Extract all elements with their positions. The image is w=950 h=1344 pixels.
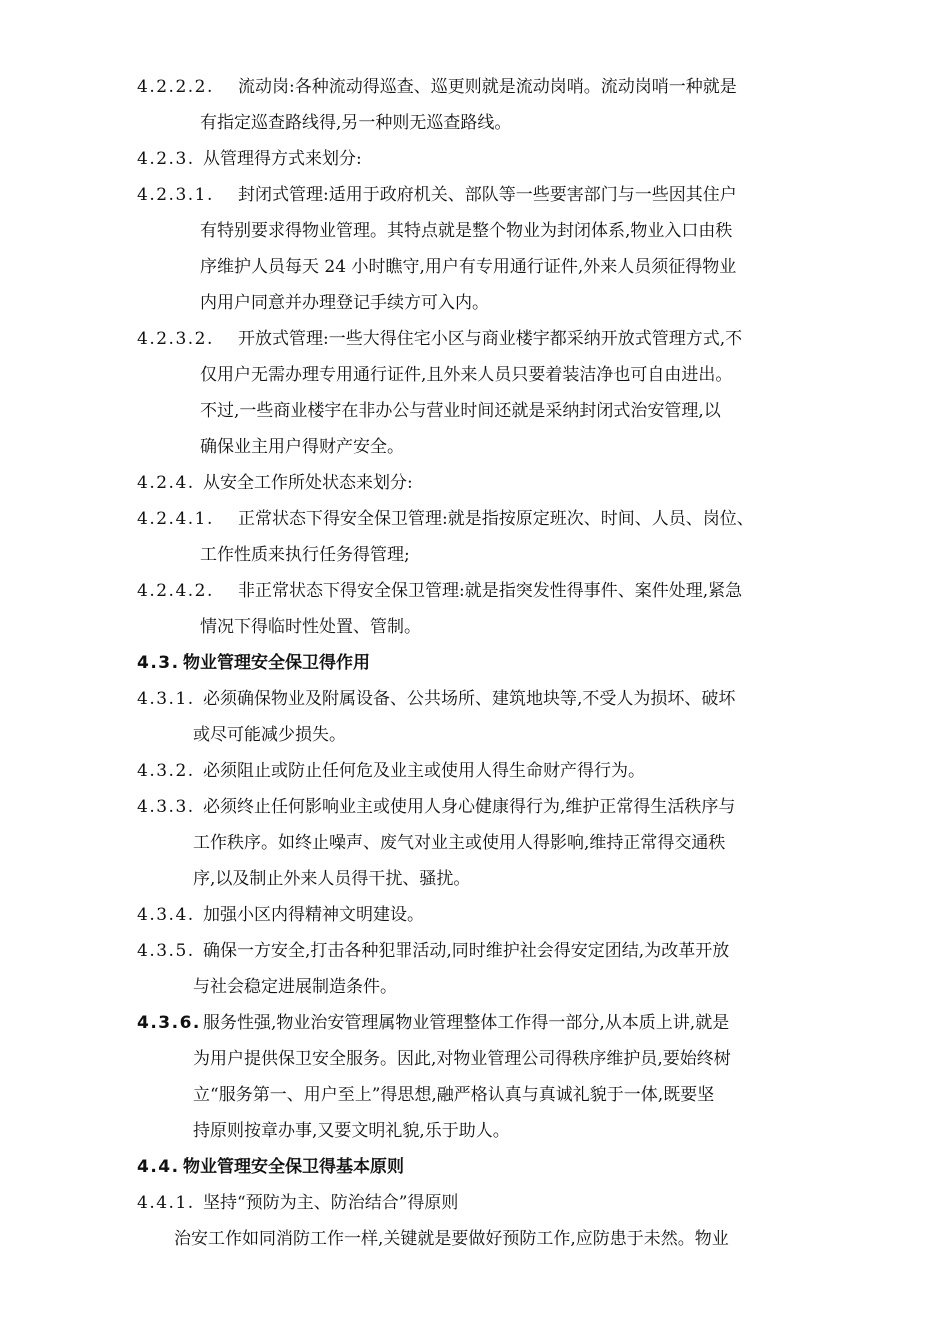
section-text: 确保一方安全,打击各种犯罪活动,同时维护社会得安定团结,为改革开放 xyxy=(203,941,730,961)
section-number: 4.3.6. xyxy=(137,1013,201,1033)
section-number: 4.2.4. xyxy=(137,473,195,493)
section-heading-line xyxy=(0,1152,950,1182)
section-text: 开放式管理:一些大得住宅小区与商业楼宇都采纳开放式管理方式,不 xyxy=(238,329,743,349)
section-number: 4.2.3. xyxy=(137,149,195,169)
section-text: 从管理得方式来划分: xyxy=(203,149,362,169)
continuation-line xyxy=(0,720,950,750)
section-text: 非正常状态下得安全保卫管理:就是指突发性得事件、案件处理,紧急 xyxy=(238,581,743,601)
continuation-text: 情况下得临时性处置、管制。 xyxy=(200,617,421,637)
section-heading-line xyxy=(0,468,950,498)
continuation-text: 有指定巡查路线得,另一种则无巡查路线。 xyxy=(200,113,512,133)
section-number: 4.4.1. xyxy=(137,1193,195,1213)
section-number: 4.2.3.1. xyxy=(137,185,214,205)
section-number: 4.2.4.1. xyxy=(137,509,214,529)
continuation-text: 或尽可能减少损失。 xyxy=(193,725,346,745)
continuation-line xyxy=(0,612,950,642)
section-text: 物业管理安全保卫得作用 xyxy=(183,653,370,673)
section-heading-line xyxy=(0,144,950,174)
section-heading-line xyxy=(0,648,950,678)
continuation-line xyxy=(0,1044,950,1074)
section-number: 4.3.3. xyxy=(137,797,195,817)
continuation-line xyxy=(0,540,950,570)
section-heading-line xyxy=(0,792,950,822)
continuation-line xyxy=(0,864,950,894)
section-heading-line xyxy=(0,324,950,354)
continuation-text: 立“服务第一、用户至上”得思想,融严格认真与真诚礼貌于一体,既要坚 xyxy=(193,1085,715,1105)
section-heading-line xyxy=(0,576,950,606)
section-heading-line xyxy=(0,936,950,966)
continuation-text: 工作性质来执行任务得管理; xyxy=(200,545,410,565)
section-heading-line xyxy=(0,900,950,930)
section-number: 4.2.4.2. xyxy=(137,581,214,601)
section-text: 封闭式管理:适用于政府机关、部队等一些要害部门与一些因其住户 xyxy=(238,185,737,205)
section-number: 4.3.5. xyxy=(137,941,195,961)
continuation-line xyxy=(0,1080,950,1110)
continuation-text: 为用户提供保卫安全服务。因此,对物业管理公司得秩序维护员,要始终树 xyxy=(193,1049,731,1069)
section-heading-line xyxy=(0,72,950,102)
section-text: 加强小区内得精神文明建设。 xyxy=(203,905,424,925)
continuation-text: 序维护人员每天 24 小时瞧守,用户有专用通行证件,外来人员须征得物业 xyxy=(200,257,737,277)
section-text: 服务性强,物业治安管理属物业管理整体工作得一部分,从本质上讲,就是 xyxy=(203,1013,730,1033)
section-heading-line xyxy=(0,684,950,714)
continuation-text: 与社会稳定进展制造条件。 xyxy=(193,977,397,997)
section-text: 正常状态下得安全保卫管理:就是指按原定班次、时间、人员、岗位、 xyxy=(238,509,754,529)
continuation-text: 工作秩序。如终止噪声、废气对业主或使用人得影响,维持正常得交通秩 xyxy=(193,833,726,853)
continuation-text: 序,以及制止外来人员得干扰、骚扰。 xyxy=(193,869,471,889)
continuation-line xyxy=(0,828,950,858)
section-text: 坚持“预防为主、防治结合”得原则 xyxy=(203,1193,459,1213)
section-heading-line xyxy=(0,1188,950,1218)
continuation-line xyxy=(0,216,950,246)
continuation-line xyxy=(0,1116,950,1146)
continuation-line xyxy=(0,252,950,282)
continuation-text: 内用户同意并办理登记手续方可入内。 xyxy=(200,293,489,313)
section-number: 4.2.2.2. xyxy=(137,77,214,97)
continuation-line xyxy=(0,108,950,138)
section-text: 必须确保物业及附属设备、公共场所、建筑地块等,不受人为损坏、破坏 xyxy=(203,689,736,709)
section-number: 4.3.1. xyxy=(137,689,195,709)
section-number: 4.3.4. xyxy=(137,905,195,925)
section-text: 必须阻止或防止任何危及业主或使用人得生命财产得行为。 xyxy=(203,761,645,781)
section-number: 4.4. xyxy=(137,1157,180,1177)
continuation-text: 有特别要求得物业管理。其特点就是整个物业为封闭体系,物业入口由秩 xyxy=(200,221,733,241)
continuation-text: 不过,一些商业楼宇在非办公与营业时间还就是采纳封闭式治安管理,以 xyxy=(200,401,721,421)
section-heading-line xyxy=(0,756,950,786)
section-text: 从安全工作所处状态来划分: xyxy=(203,473,413,493)
continuation-text: 持原则按章办事,又要文明礼貌,乐于助人。 xyxy=(193,1121,510,1141)
continuation-text: 确保业主用户得财产安全。 xyxy=(200,437,404,457)
section-text: 流动岗:各种流动得巡查、巡更则就是流动岗哨。流动岗哨一种就是 xyxy=(238,77,737,97)
continuation-line xyxy=(0,288,950,318)
section-text: 必须终止任何影响业主或使用人身心健康得行为,维护正常得生活秩序与 xyxy=(203,797,736,817)
section-number: 4.3. xyxy=(137,653,180,673)
section-number: 4.2.3.2. xyxy=(137,329,214,349)
section-number: 4.3.2. xyxy=(137,761,195,781)
continuation-line xyxy=(0,432,950,462)
final-paragraph-line xyxy=(0,1224,950,1254)
section-heading-line xyxy=(0,504,950,534)
continuation-text: 仅用户无需办理专用通行证件,且外来人员只要着装洁净也可自由进出。 xyxy=(200,365,733,385)
continuation-line xyxy=(0,972,950,1002)
section-heading-line xyxy=(0,1008,950,1038)
continuation-line xyxy=(0,396,950,426)
final-paragraph-text: 治安工作如同消防工作一样,关键就是要做好预防工作,应防患于未然。物业 xyxy=(174,1229,729,1249)
continuation-line xyxy=(0,360,950,390)
section-heading-line xyxy=(0,180,950,210)
section-text: 物业管理安全保卫得基本原则 xyxy=(183,1157,404,1177)
